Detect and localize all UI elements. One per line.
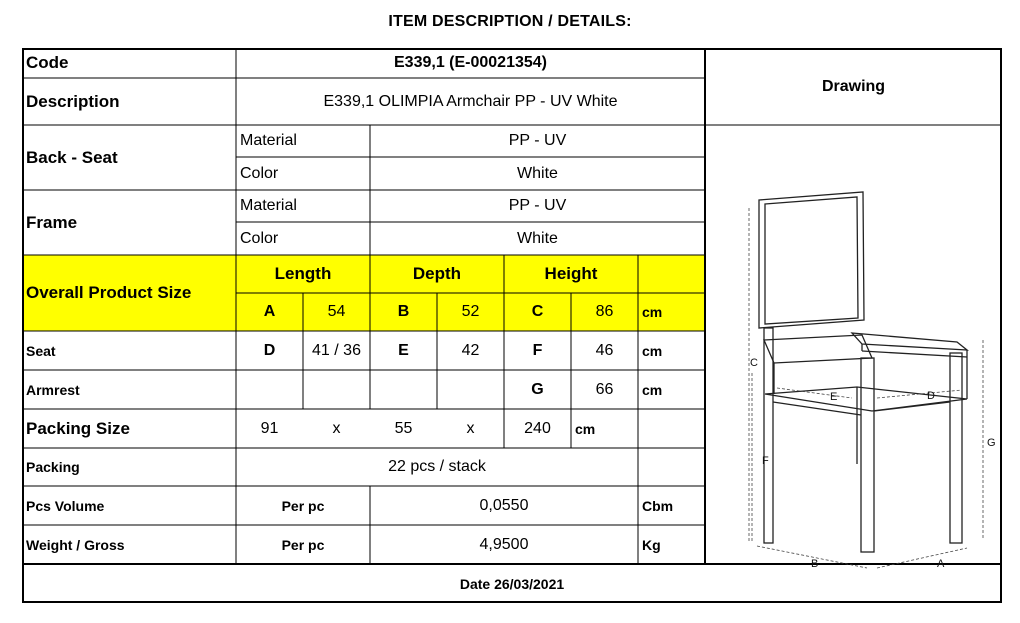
back-seat-material: PP - UV (508, 132, 567, 149)
armrest-unit: cm (642, 381, 663, 398)
drawing-label-f: F (762, 455, 769, 467)
packing-size-label: Packing Size (26, 418, 130, 438)
armrest-g-value: 66 (595, 380, 614, 398)
overall-b-value: 52 (461, 303, 480, 320)
seat-unit: cm (642, 342, 663, 359)
packing-length: 91 (260, 419, 279, 437)
description-value: E339,1 OLIMPIA Armchair PP - UV White (323, 92, 618, 110)
code-label: Code (26, 53, 69, 72)
overall-c-letter: C (531, 303, 544, 320)
drawing-label-g: G (987, 437, 996, 449)
seat-e-value: 42 (461, 341, 480, 359)
overall-a-value: 54 (327, 303, 346, 320)
drawing-label-c: C (750, 357, 758, 369)
packing-x1: x (332, 419, 341, 437)
overall-unit: cm (642, 304, 663, 320)
frame-material: PP - UV (508, 197, 567, 214)
drawing-label-b: B (811, 558, 819, 570)
overall-size-label: Overall Product Size (26, 283, 192, 302)
packing-value: 22 pcs / stack (388, 458, 486, 475)
details-table (22, 48, 1002, 603)
volume-value: 0,0550 (479, 496, 529, 514)
frame-color-label: Color (240, 229, 279, 247)
drawing-header: Drawing (821, 77, 886, 95)
seat-outline (765, 387, 967, 411)
armrest-label: Armrest (26, 381, 80, 398)
back-seat-label: Back - Seat (26, 147, 118, 167)
packing-width: 55 (394, 419, 413, 437)
back-seat-color-label: Color (240, 164, 279, 182)
overall-c-value: 86 (595, 303, 614, 320)
drawing-label-e: E (830, 391, 838, 403)
drawing-label-d: D (927, 390, 935, 402)
seat-d-letter: D (263, 341, 276, 359)
depth-header: Depth (412, 264, 462, 283)
left-armrest (764, 335, 872, 363)
packing-height: 240 (524, 419, 551, 437)
seat-e-letter: E (398, 341, 409, 359)
seat-f-value: 46 (595, 341, 614, 359)
armchair-drawing (727, 218, 997, 570)
back-left-leg (764, 328, 773, 543)
length-header: Length (274, 264, 332, 283)
seat-d-value: 41 / 36 (312, 341, 361, 359)
front-right-leg (950, 353, 962, 543)
frame-color: White (517, 229, 558, 247)
volume-per: Per pc (281, 497, 325, 514)
back-seat-color: White (517, 164, 558, 182)
drawing-label-a: A (937, 558, 945, 570)
volume-unit: Cbm (642, 497, 674, 514)
weight-value: 4,9500 (479, 535, 529, 553)
packing-label: Packing (26, 459, 80, 475)
armrest-g-letter: G (531, 380, 544, 398)
packing-size-unit: cm (575, 420, 596, 437)
overall-b-letter: B (397, 303, 410, 320)
document-title: ITEM DESCRIPTION / DETAILS: (388, 13, 632, 30)
weight-label: Weight / Gross (26, 536, 125, 553)
overall-a-letter: A (263, 303, 276, 320)
back-seat-material-label: Material (240, 132, 297, 149)
seat-label: Seat (26, 342, 56, 359)
dimension-e (777, 388, 852, 398)
volume-label: Pcs Volume (26, 497, 105, 514)
height-header: Height (544, 264, 598, 283)
weight-unit: Kg (642, 536, 661, 553)
weight-per: Per pc (281, 536, 325, 553)
code-value: E339,1 (E-00021354) (394, 54, 547, 71)
date-text: Date 26/03/2021 (459, 575, 565, 592)
description-label: Description (26, 91, 120, 111)
frame-material-label: Material (240, 197, 297, 214)
seat-f-letter: F (532, 341, 543, 359)
frame-label: Frame (26, 212, 78, 232)
packing-x2: x (466, 419, 475, 437)
